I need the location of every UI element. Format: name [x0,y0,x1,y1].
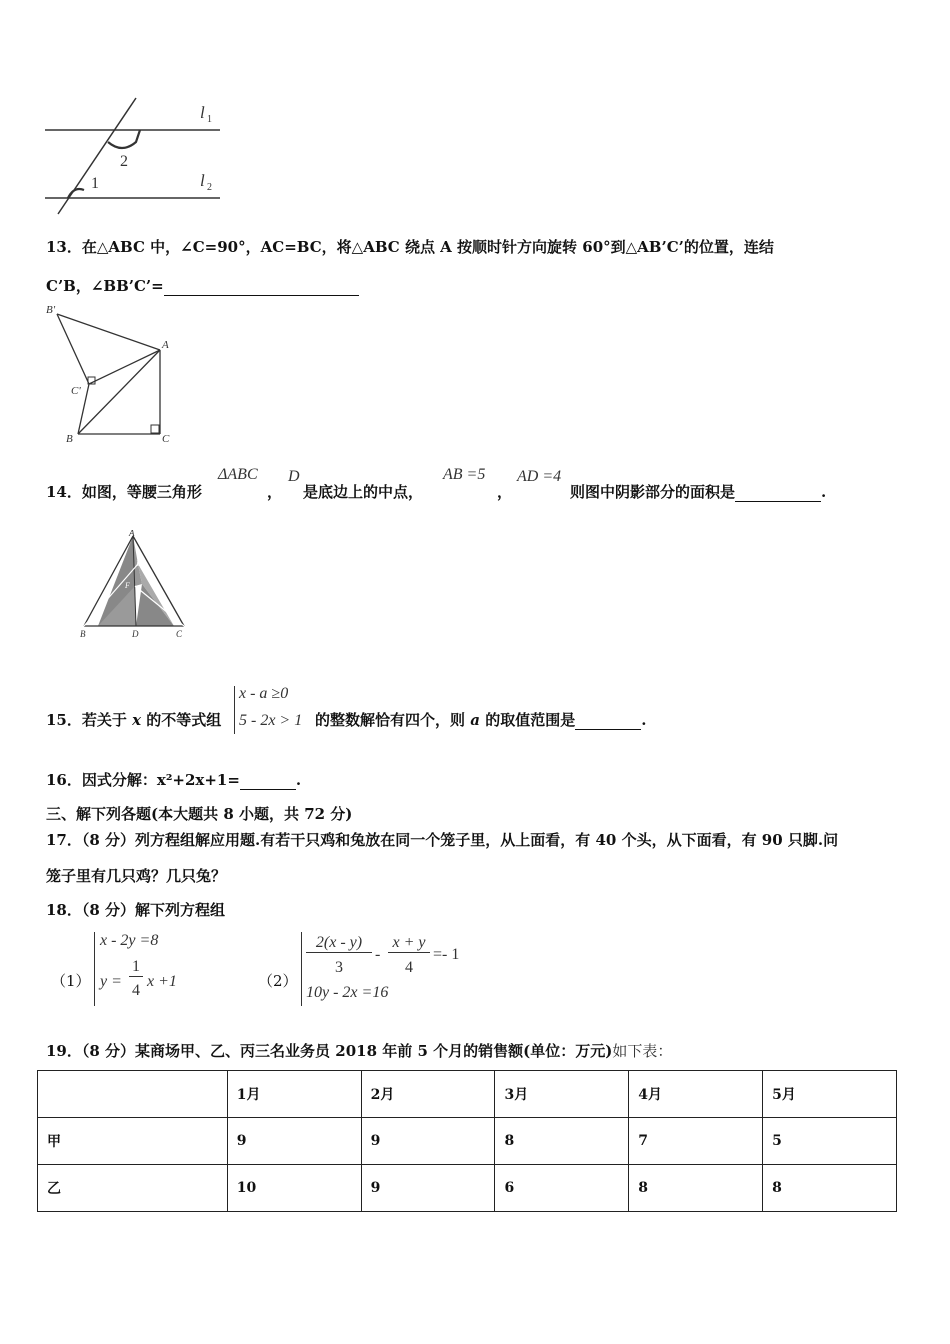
section3-title: 三、解下列各题(本大题共 8 小题，共 72 分) [46,805,353,823]
q15-inequality-2: 5 - 2x > 1 [239,712,303,729]
q18-p2-frac1-numerator: 2(x - y) [306,934,372,953]
q18-p2-minus: - [375,946,381,963]
q14-answer-blank [735,483,821,502]
q13-line2 [46,275,359,296]
q14-triangle: ΔABC [218,466,258,483]
q18-p2-frac1-denominator: 3 [335,959,343,976]
q14-suffix: 则图中阴影部分的面积是 [570,483,736,501]
q18-part1-brace [94,932,95,1006]
q15-prefix-line [46,709,221,730]
q15-suffix-line [315,709,646,730]
table-cell: 9 [227,1118,361,1165]
q16-answer-blank [240,771,296,790]
table-cell: 9 [361,1165,495,1212]
label-d: D [132,629,139,639]
label-c-prime: C' [71,385,81,397]
seg-cprime-a [89,350,160,384]
label-a: A [129,530,135,538]
q15-mid: 的不等式组 [146,711,222,729]
table-cell: 8 [629,1165,763,1212]
q18-title: 18．（8 分）解下列方程组 [46,901,226,919]
parallel-lines-figure [40,92,230,217]
q15-suffix1: 的整数解恰有四个，则 [315,711,466,729]
q15-prefix: 15．若关于 [46,711,127,729]
q15-var-x: x [132,711,142,729]
label-l1-sub: 1 [207,114,212,125]
q15-end: . [641,711,647,729]
table-cell: 8 [495,1118,629,1165]
q18-p1-eq2-lhs: y = [100,973,122,990]
q18-p2-rhs: =- 1 [433,946,460,963]
seg-bprime-cprime [57,314,89,384]
table-cell: 10 [227,1165,361,1212]
table-cell: 6 [495,1165,629,1212]
angle1-label: 1 [91,175,99,192]
q18-part2-label: （2） [258,972,298,990]
q18-p1-numerator: 1 [129,958,143,977]
table-row [38,1118,897,1165]
q14-point-d: D [288,468,300,485]
table-cell: 5 [763,1118,897,1165]
label-e: E [136,559,141,568]
q19-title-tail: 如下表： [612,1042,673,1060]
q14-comma2: ， [497,483,513,501]
q14-comma1: ， [267,483,283,501]
q13-line1: 13．在△ABC 中，∠C=90°，AC=BC，将△ABC 绕点 A 按顺时针方向旋转 60°到△AB’C’的位置，连结 [46,238,774,256]
table-header-cell: 3月 [495,1071,629,1118]
label-f: F [125,581,130,590]
table-row-label: 乙 [38,1165,228,1212]
isosceles-triangle-figure [76,530,196,645]
q17-line1: 17．（8 分）列方程组解应用题.有若干只鸡和兔放在同一个笼子里，从上面看，有 40 个头，从下面看，有 90 只脚.问 [46,831,839,849]
q19-title-line [46,1040,672,1061]
table-row-label: 甲 [38,1118,228,1165]
q17-line2: 笼子里有几只鸡？几只兔？ [46,867,227,885]
label-l1: l [200,103,205,122]
q16-line [46,769,301,790]
q14-ad: AD =4 [517,468,562,485]
q18-p1-denominator: 4 [132,982,140,999]
sales-table [37,1070,897,1212]
shade-right-lower [136,584,174,626]
q14-prefix: 14．如图，等腰三角形 [46,483,202,501]
table-cell: 8 [763,1165,897,1212]
seg-b-a [78,350,160,434]
seg-bprime-a [57,314,160,350]
q14-suffix-line [570,481,826,502]
table-header-cell: 1月 [227,1071,361,1118]
label-b-prime: B' [46,304,56,316]
q13-answer-blank [164,277,359,296]
label-b: B [80,629,86,639]
q14-ab: AB =5 [443,466,486,483]
table-header-cell: 2月 [361,1071,495,1118]
q18-p2-frac2-denominator: 4 [405,959,413,976]
q15-system-brace [234,686,235,734]
label-l2-sub: 2 [207,182,212,193]
label-a: A [162,339,169,351]
table-cell: 9 [361,1118,495,1165]
q19-title: 19．（8 分）某商场甲、乙、丙三名业务员 2018 年前 5 个月的销售额(单位：万元) [46,1042,613,1060]
label-c: C [176,629,183,639]
q15-var-a: a [470,711,480,729]
q18-part2-brace [301,932,302,1006]
label-b: B [66,433,73,445]
angle2-label: 2 [120,153,128,170]
q16-end: . [295,771,302,789]
q18-p2-eq2: 10y - 2x =16 [306,984,389,1001]
table-header-cell: 4月 [629,1071,763,1118]
table-header-row [38,1071,897,1118]
label-l2: l [200,171,205,190]
q15-answer-blank [575,711,641,730]
label-c: C [162,433,170,445]
q15-suffix2: 的取值范围是 [485,711,576,729]
table-header-cell: 5月 [763,1071,897,1118]
q18-part1-label: （1） [51,972,91,990]
q13-line2-text: C’B，∠BB’C’= [46,277,164,295]
right-angle-c [151,425,159,433]
table-header-cell [38,1071,228,1118]
q18-p2-frac2-numerator: x + y [388,934,430,953]
q14-mid: 是底边上的中点， [303,483,424,501]
q14-end: . [821,483,827,501]
table-row [38,1165,897,1212]
table-cell: 7 [629,1118,763,1165]
q18-p1-eq1: x - 2y =8 [100,932,159,949]
q16-text: 16．因式分解：x²+2x+1= [46,771,240,789]
q15-inequality-1: x - a ≥0 [239,685,289,702]
q18-p1-eq2-rhs: x +1 [147,973,177,990]
rotation-triangle-figure [40,300,190,448]
